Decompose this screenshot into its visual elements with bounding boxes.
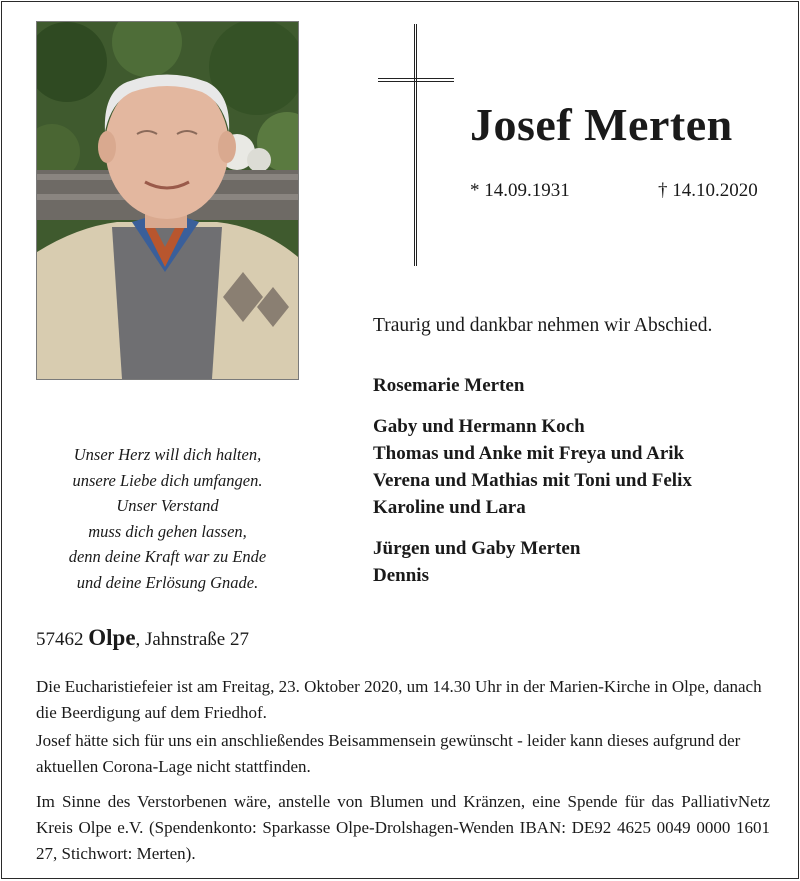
poem-line: unsere Liebe dich umfangen. — [72, 470, 263, 490]
address — [36, 625, 249, 651]
birth-date: * 14.09.1931 — [470, 180, 570, 201]
death-date: † 14.10.2020 — [658, 180, 758, 201]
mourner-line: Karoline und Lara — [373, 497, 526, 518]
mourner-line: Gaby und Hermann Koch — [373, 416, 585, 437]
poem-line: denn deine Kraft war zu Ende — [68, 547, 267, 566]
mourner-line: Jürgen und Gaby Merten — [373, 538, 581, 559]
cross-icon — [378, 24, 454, 266]
mourner-line: Thomas und Anke mit Freya und Arik — [373, 443, 685, 464]
poem-line: muss dich gehen lassen, — [88, 521, 247, 541]
poem-line: Unser Herz will dich halten, — [73, 445, 262, 464]
mourner-group — [373, 535, 692, 589]
mourner-line: Verena und Mathias mit Toni und Felix — [373, 470, 692, 491]
mourner-group — [373, 372, 692, 399]
street: , Jahnstraße 27 — [135, 629, 249, 650]
service-paragraph: Die Eucharistiefeier ist am Freitag, 23. Oktober 2020, um 14.30 Uhr in der Marien-Kirche in Olpe, danach die Beerdigung auf dem Friedhof. — [36, 677, 762, 722]
postcode: 57462 — [36, 629, 84, 650]
farewell-line: Traurig und dankbar nehmen wir Abschied. — [373, 315, 713, 336]
mourners-list — [373, 372, 692, 603]
mourner-group — [373, 413, 692, 521]
obituary-notice — [1, 1, 799, 879]
donation-paragraph: Im Sinne des Verstorbenen wäre, anstelle von Blumen und Kränzen, eine Spende für das PalliativNetz Kreis Olpe e.V. (Spendenkonto: Sparkasse Olpe-Drolshagen-Wenden IBAN: DE92 4625 0049 0000 1601 27, Stichwort: Merten). — [36, 792, 770, 863]
city: Olpe — [88, 625, 136, 650]
corona-paragraph: Josef hätte sich für uns ein anschließendes Beisammensein gewünscht - leider kann dieses aufgrund der aktuellen Corona-Lage nicht stattfinden. — [36, 731, 741, 776]
poem-line: Unser Verstand — [116, 496, 219, 515]
portrait-photo — [36, 21, 299, 380]
mourner-line: Rosemarie Merten — [373, 375, 525, 396]
poem-line: und deine Erlösung Gnade. — [76, 572, 259, 592]
poem — [36, 442, 299, 595]
deceased-name: Josef Merten — [470, 99, 733, 150]
mourner-line: Dennis — [373, 565, 429, 586]
